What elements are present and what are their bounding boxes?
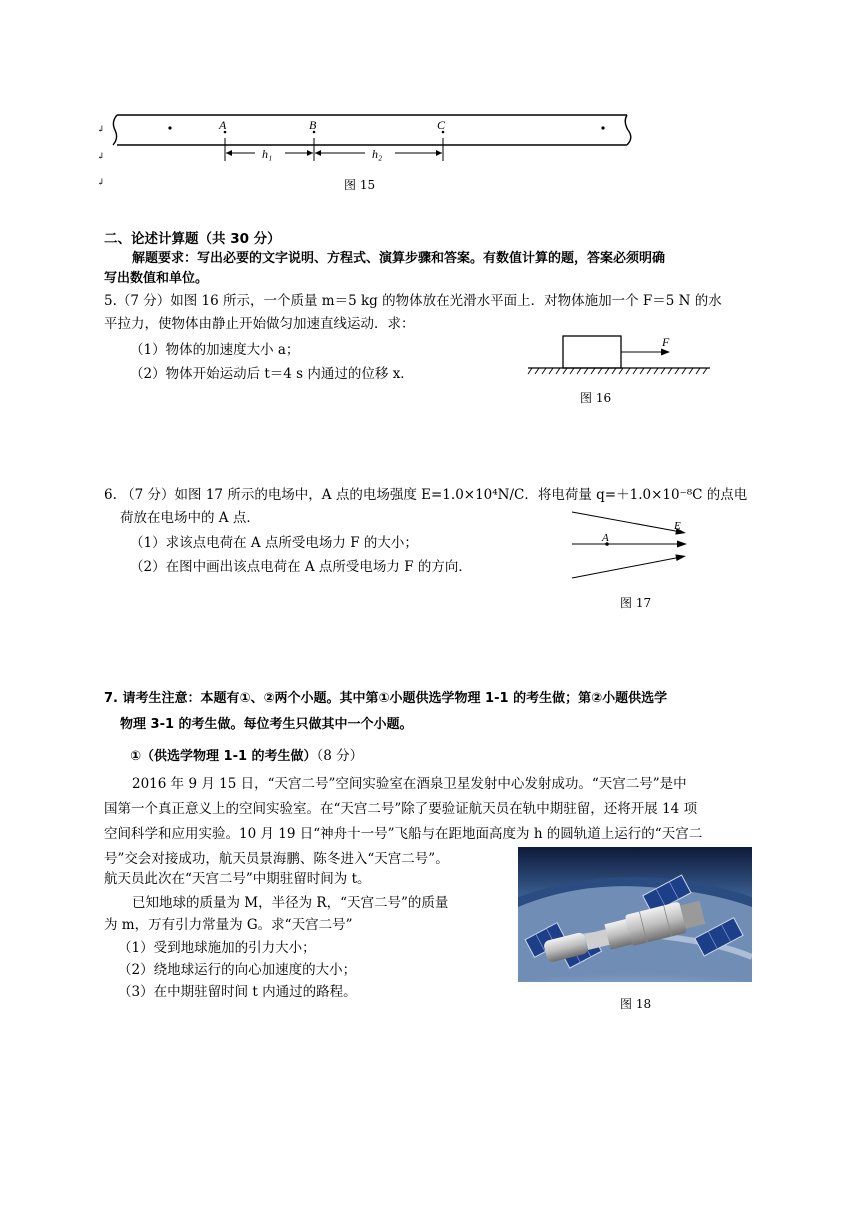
q7-sub-2: （2）绕地球运行的向心加速度的大小； xyxy=(118,962,357,978)
figure-15-caption: 图 15 xyxy=(344,178,376,192)
q6-sub-2: （2）在图中画出该点电荷在 A 点所受电场力 F 的方向． xyxy=(130,559,472,575)
label-c: C xyxy=(437,118,446,132)
tape-dot xyxy=(601,126,604,129)
q6-line-2: 荷放在电场中的 A 点． xyxy=(120,510,260,526)
field-line xyxy=(572,557,681,578)
q7-part1-heading xyxy=(130,747,363,766)
paragraph-mark: ↲ xyxy=(97,124,105,134)
label-e: E xyxy=(674,520,681,532)
figure-17 xyxy=(566,508,696,583)
requirement-line-1: 解题要求：写出必要的文字说明、方程式、演算步骤和答案。有数值计算的题，答案必须明确 xyxy=(132,251,666,266)
field-line xyxy=(572,512,681,532)
q5-line-2: 平拉力，使物体由静止开始做匀加速直线运动．求： xyxy=(104,316,415,332)
block xyxy=(563,336,621,368)
paragraph-mark: ↲ xyxy=(97,177,105,187)
requirement-line-2: 写出数值和单位。 xyxy=(104,271,209,286)
q7-paragraph-line-7: 为 m，万有引力常量为 G。求“天宫二号” xyxy=(104,917,353,933)
q7-paragraph-line-6: 已知地球的质量为 M，半径为 R，“天宫二号”的质量 xyxy=(132,895,449,911)
q6-sub-1: （1）求该点电荷在 A 点所受电场力 F 的大小； xyxy=(130,535,418,551)
label-a: A xyxy=(219,118,227,132)
q5-line-1: 5.（7 分）如图 16 所示，一个质量 m＝5 kg 的物体放在光滑水平面上．对物体施加一个 F＝5 N 的水 xyxy=(104,293,722,309)
q7-sub-1: （1）受到地球施加的引力大小； xyxy=(118,940,316,956)
q7-part1-score: （8 分） xyxy=(316,748,364,764)
figure-17-caption: 图 17 xyxy=(620,596,652,610)
label-f: F xyxy=(662,335,670,349)
q7-paragraph-line-4: 号”交会对接成功，航天员景海鹏、陈冬进入“天宫二号”。 xyxy=(104,851,449,867)
q6-line-1: 6. （7 分）如图 17 所示的电场中，A 点的电场强度 E=1.0×10⁴N/C．将电荷量 q=＋1.0×10⁻⁸C 的点电 xyxy=(104,487,748,503)
label-h1: h₁ xyxy=(262,147,273,161)
label-a: A xyxy=(602,532,609,544)
q7-paragraph-line-2: 国第一个真正意义上的空间实验室。在“天宫二号”除了要验证航天员在轨中期驻留，还将开展 14 项 xyxy=(104,801,698,817)
label-b: B xyxy=(309,118,317,132)
q7-paragraph-line-1: 2016 年 9 月 15 日，“天宫二号”空间实验室在酒泉卫星发射中心发射成功。“天宫二号”是中 xyxy=(132,776,687,792)
figure-18-space-station-image xyxy=(518,847,752,982)
label-h2: h₂ xyxy=(372,147,383,161)
q5-sub-2: （2）物体开始运动后 t＝4 s 内通过的位移 x． xyxy=(130,366,414,382)
figure-18-caption: 图 18 xyxy=(620,997,652,1011)
q5-sub-1: （1）物体的加速度大小 a； xyxy=(130,342,300,358)
q7-line-2: 物理 3-1 的考生做。每位考生只做其中一个小题。 xyxy=(120,717,413,732)
section-heading: 二、论述计算题（共 30 分） xyxy=(104,231,281,247)
figure-16-caption: 图 16 xyxy=(580,391,612,405)
tape-dot xyxy=(168,126,171,129)
figure-16 xyxy=(526,330,716,380)
q7-paragraph-line-5: 航天员此次在“天宫二号”中期驻留时间为 t。 xyxy=(104,871,371,887)
q7-paragraph-line-3: 空间科学和应用实验。10 月 19 日“神舟十一号”飞船与在距地面高度为 h 的圆轨道上运行的“天宫二 xyxy=(104,826,703,842)
paragraph-mark: ↲ xyxy=(97,151,105,161)
q7-part1-title: ①（供选学物理 1-1 的考生做） xyxy=(130,749,317,764)
paper-tape xyxy=(113,115,631,145)
q7-sub-3: （3）在中期驻留时间 t 内通过的路程。 xyxy=(118,984,357,1000)
q7-line-1: 7. 请考生注意：本题有①、②两个小题。其中第①小题供选学物理 1-1 的考生做；第②小题供选学 xyxy=(104,691,668,706)
